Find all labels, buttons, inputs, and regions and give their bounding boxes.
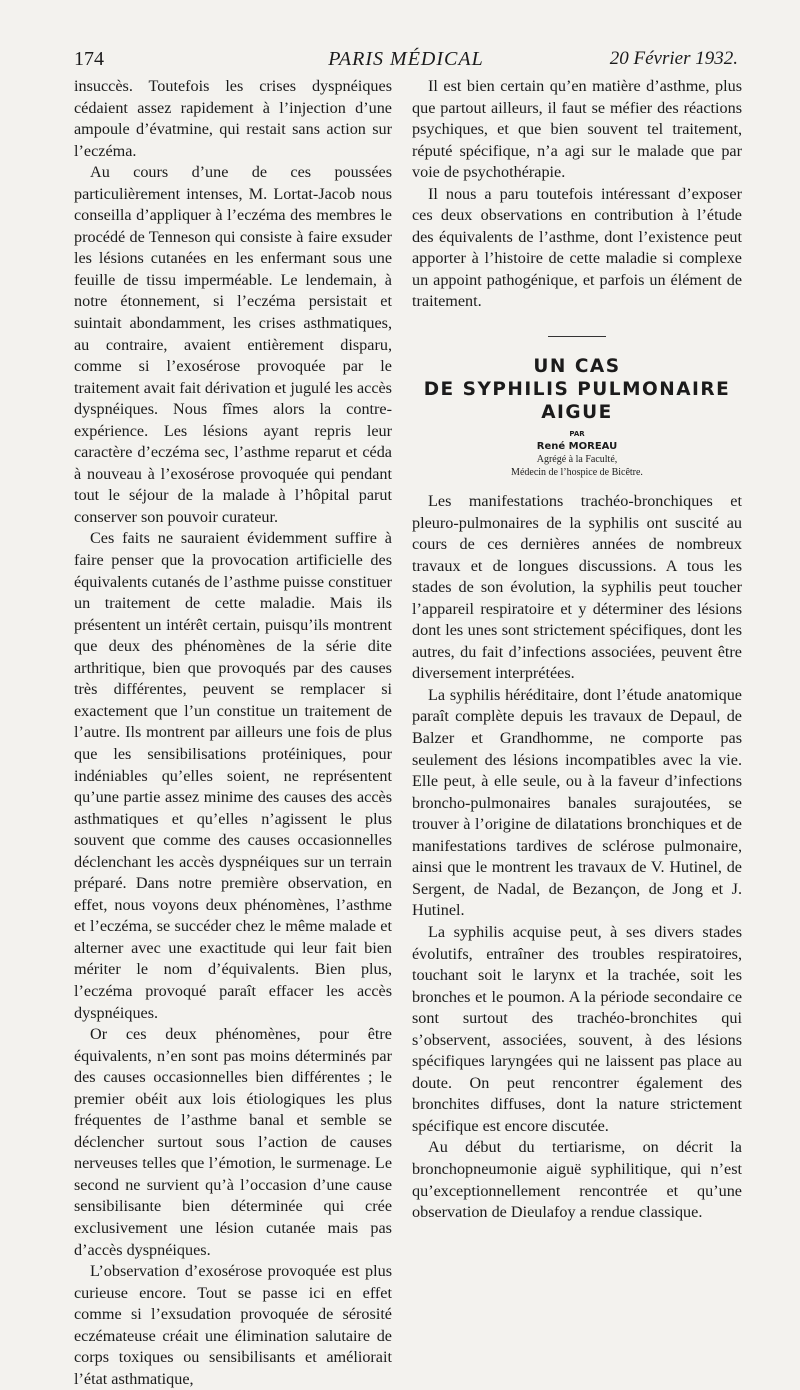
running-header bbox=[74, 48, 738, 76]
paragraph: Il nous a paru toutefois intéressant d’exposer ces deux observations en contribution à l’étude des équivalents de l’asthme, dont l’existence peut apporter à l’histoire de cette maladie si complexe un appoint pathogénique, et parfois un élément de traitement. bbox=[412, 184, 742, 311]
section-divider bbox=[548, 336, 606, 337]
paragraph: insuccès. Toutefois les crises dyspnéiques cédaient assez rapidement à l’injection d’une ampoule d’évatmine, qui restait sans action sur l’eczéma. bbox=[74, 77, 392, 160]
paragraph: Au cours d’une de ces poussées particulièrement intenses, M. Lortat-Jacob nous conseilla d’appliquer à l’eczéma des membres le procédé de Tenneson qui consiste à faire exsuder les lésions cutanées en les enfermant sous une feuille de tissu imperméable. Le lendemain, à notre étonnement, si l’eczéma persistait et suintait abondamment, les crises asthmatiques, au contraire, avaient entièrement disparu, comme si l’exosérose provoquée par le traitement avait fait dérivation et jugulé les accès dyspnéiques. Nous fîmes alors la contre-expérience. Les lésions ayant repris leur caractère d’eczéma sec, l’asthme reparut et céda à nouveau à l’exosérose provoquée qui pendant tout le séjour de la malade à l’hôpital parut conserver son pouvoir curateur. bbox=[74, 163, 392, 526]
article-title-line: AIGUE bbox=[541, 402, 613, 424]
issue-date: 20 Février 1932. bbox=[609, 48, 738, 69]
paragraph: Or ces deux phénomènes, pour être équivalents, n’en sont pas moins déterminés par des causes occasionnelles bien différentes ; le premier obéit aux lois étiologiques les plus fréquentes de l’asthme banal et semble se déclencher surtout sous l’action de causes nerveuses telles que l’émotion, le surmenage. Le second ne survient qu’à l’occasion d’une cause sensibilisante bien déterminée qui crée exclusivement une lésion cutanée mais pas d’accès dyspnéiques. bbox=[74, 1025, 392, 1259]
paragraph: Les manifestations trachéo-bronchiques et pleuro-pulmonaires de la syphilis ont suscité au cours de ces dernières années de nombreux travaux et de longues discussions. A tous les stades de son évolution, la syphilis peut toucher l’appareil respiratoire et y déterminer des lésions dont les unes sont strictement spécifiques, dont les autres, du fait d’infections associées, peuvent être diversement interprétées. bbox=[412, 492, 742, 683]
article-title-line: DE SYPHILIS PULMONAIRE bbox=[423, 379, 731, 401]
affiliation-line: Agrégé à la Faculté, bbox=[536, 454, 618, 466]
affiliation-line: Médecin de l’hospice de Bicêtre. bbox=[511, 466, 643, 478]
paragraph: Ces faits ne sauraient évidemment suffire à faire penser que la provocation artificielle des équivalents cutanés de l’asthme puisse constituer un traitement de cette maladie. Mais ils présentent un intérêt certain, puisqu’ils montrent que deux des phénomènes de la série dite arthritique, bien que provoqués par des causes très différentes, peuvent se remplacer si exactement que l’un constitue un traitement de l’autre. Ils montrent par ailleurs une fois de plus que les sensibilisations protéiniques, pour indéniables qu’elles soient, ne représentent qu’une partie assez minime des causes des accès asthmatiques et qu’elles n’agissent le plus souvent que comme des causes occasionnelles déclenchant les accès dyspnéiques sur un terrain préparé. Dans notre première observation, en effet, nous voyons deux phénomènes, l’asthme et l’eczéma, se succéder chez le même malade et alterner avec une exactitude qui leur fait bien mériter le nom d’équivalents. Bien plus, l’eczéma provoqué paraît effacer les accès dyspnéiques. bbox=[74, 529, 392, 1022]
journal-title: PARIS MÉDICAL bbox=[328, 48, 484, 70]
paragraph: La syphilis héréditaire, dont l’étude anatomique paraît complète depuis les travaux de Depaul, de Balzer et Grandhomme, ne comporte pas seulement des lésions incompatibles avec la vie. Elle peut, à elle seule, ou à la faveur d’infections broncho-pulmonaires banales surajoutées, se trouver à l’origine de dilatations bronchiques et de manifestations tardives de sclérose pulmonaire, ainsi que le montrent les travaux de V. Hutinel, de Sergent, de Nadal, de Bezançon, de Jong et J. Hutinel. bbox=[412, 685, 742, 920]
page-number: 174 bbox=[74, 48, 104, 70]
byline-par: PAR bbox=[569, 430, 585, 439]
left-column bbox=[74, 76, 392, 1390]
right-column bbox=[412, 76, 742, 1224]
author-name: René MOREAU bbox=[536, 441, 618, 453]
paragraph: Au début du tertiarisme, on décrit la bronchopneumonie aiguë syphilitique, qui n’est qu’exceptionnellement rencontrée et qu’une observation de Dieulafoy a rendue classique. bbox=[412, 1138, 742, 1222]
article-heading bbox=[412, 355, 742, 479]
author-affiliation bbox=[412, 454, 742, 479]
paragraph: La syphilis acquise peut, à ses divers stades évolutifs, entraîner des troubles respiratoires, touchant soit le larynx et la trachée, soit les bronches et le poumon. A la période secondaire ce sont surtout des trachéo-bronchites qui s’observent, associées, souvent, à des lésions spécifiques laryngées qui ne laissent pas place au doute. On peut rencontrer également des bronchites diffuses, dont la nature strictement spécifique est encore discutée. bbox=[412, 922, 742, 1135]
paragraph: Il est bien certain qu’en matière d’asthme, plus que partout ailleurs, il faut se méfier des réactions psychiques, et que bien souvent tel traitement, réputé spécifique, n’a agi sur le malade que par voie de psychothérapie. bbox=[412, 77, 742, 182]
paragraph: L’observation d’exosérose provoquée est plus curieuse encore. Tout se passe ici en effet comme si l’exsudation provoquée de sérosité eczémateuse créait une élimination salutaire de corps toxiques ou sensibilisants et améliorait l’état asthmatique, bbox=[74, 1262, 392, 1388]
article-title-line: UN CAS bbox=[533, 356, 621, 378]
